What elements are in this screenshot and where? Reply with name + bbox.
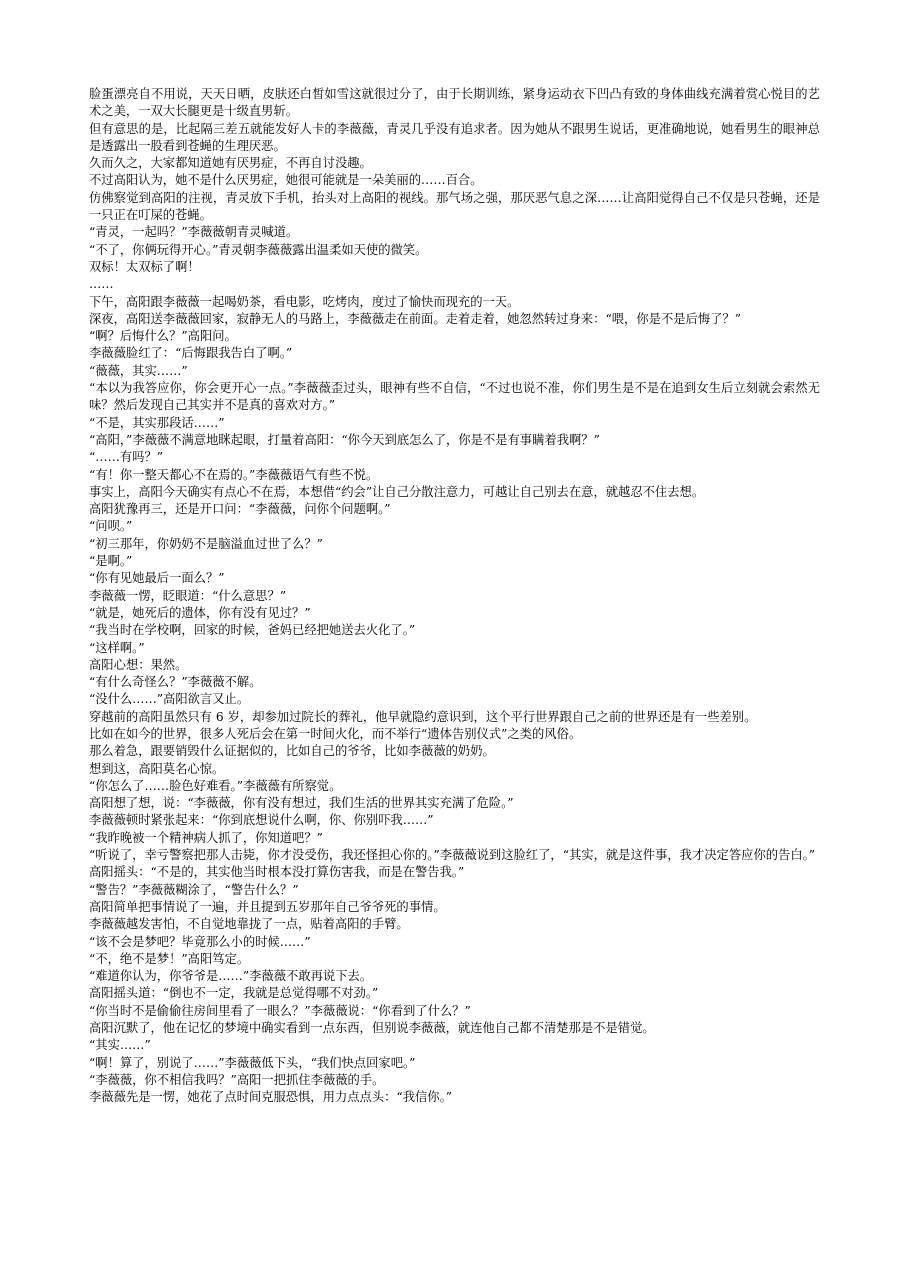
paragraph: 高阳摇头：“不是的，其实他当时根本没打算伤害我，而是在警告我。” — [89, 865, 465, 880]
paragraph: 比如在如今的世界，很多人死后会在第一时间火化，而不举行“遗体告别仪式”之类的风俗。 — [89, 726, 582, 741]
paragraph: …… — [89, 277, 114, 292]
paragraph: “我当时在学校啊，回家的时候，爸妈已经把她送去火化了。” — [89, 623, 416, 638]
paragraph: “有！你一整天都心不在焉的。”李薇薇语气有些不悦。 — [89, 467, 379, 482]
paragraph: “其实……” — [89, 1038, 151, 1053]
paragraph: 高阳心想：果然。 — [89, 657, 188, 672]
paragraph: “该不会是梦吧？毕竟那么小的时候……” — [89, 934, 311, 949]
paragraph: “就是，她死后的遗体，你有没有见过？” — [89, 605, 311, 620]
paragraph: “没什么……”高阳欲言又止。 — [89, 692, 250, 707]
paragraph: “难道你认为，你爷爷是……”李薇薇不敢再说下去。 — [89, 969, 373, 984]
paragraph: “有什么奇怪么？”李薇薇不解。 — [89, 675, 262, 690]
paragraph: “啊！算了，别说了……”李薇薇低下头，“我们快点回家吧。” — [89, 1055, 416, 1070]
paragraph: 高阳简单把事情说了一遍，并且提到五岁那年自己爷爷死的事情。 — [89, 899, 446, 914]
paragraph: 李薇薇一愣，眨眼道：“什么意思？” — [89, 588, 287, 603]
paragraph: “初三那年，你奶奶不是脑溢血过世了么？” — [89, 536, 323, 551]
paragraph: 高阳犹豫再三，还是开口问：“李薇薇，问你个问题啊。” — [89, 502, 391, 517]
paragraph: “高阳，”李薇薇不满意地眯起眼，打量着高阳：“你今天到底怎么了，你是不是有事瞒着我啊？” — [89, 432, 600, 447]
paragraph: 那么着急，跟要销毁什么证据似的，比如自己的爷爷，比如李薇薇的奶奶。 — [89, 744, 495, 759]
paragraph: “警告？”李薇薇糊涂了，“警告什么？” — [89, 882, 299, 897]
paragraph: “问呗。” — [89, 519, 133, 534]
paragraph: 李薇薇脸红了：“后悔跟我告白了啊。” — [89, 346, 293, 361]
paragraph: “不，绝不是梦！”高阳笃定。 — [89, 951, 250, 966]
paragraph: 脸蛋漂亮自不用说，天天日晒，皮肤还白皙如雪这就很过分了，由于长期训练，紧身运动衣下凹凸有致的身体曲线充满着赏心悦目的艺术之美，一双大长腿更是十级直男斩。 — [89, 87, 820, 119]
paragraph: “听说了，幸亏警察把那人击毙，你才没受伤，我还怪担心你的。”李薇薇说到这脸红了，“其实，就是这件事，我才决定答应你的告白。” — [89, 848, 816, 863]
paragraph: “我昨晚被一个精神病人抓了，你知道吧？” — [89, 830, 323, 845]
paragraph: 双标！太双标了啊！ — [89, 259, 200, 274]
paragraph: “薇薇，其实……” — [89, 363, 188, 378]
paragraph: “啊？后悔什么？”高阳问。 — [89, 329, 237, 344]
paragraph: 李薇薇越发害怕，不自觉地靠拢了一点，贴着高阳的手臂。 — [89, 917, 409, 932]
paragraph: 事实上，高阳今天确实有点心不在焉，本想借“约会”让自己分散注意力，可越让自己别去在意，就越忍不住去想。 — [89, 484, 705, 499]
document-page — [89, 86, 820, 1107]
paragraph: “是啊。” — [89, 554, 133, 569]
paragraph: 但有意思的是，比起隔三差五就能发好人卡的李薇薇，青灵几乎没有追求者。因为她从不跟男生说话，更准确地说，她看男生的眼神总是透露出一股看到苍蝇的生理厌恶。 — [89, 121, 820, 153]
paragraph: “你有见她最后一面么？” — [89, 571, 225, 586]
paragraph: 不过高阳认为，她不是什么厌男症，她很可能就是一朵美丽的……百合。 — [89, 173, 483, 188]
paragraph: “……有吗？” — [89, 450, 164, 465]
paragraph: 下午，高阳跟李薇薇一起喝奶茶，看电影，吃烤肉，度过了愉快而现充的一天。 — [89, 294, 520, 309]
paragraph: 深夜，高阳送李薇薇回家，寂静无人的马路上，李薇薇走在前面。走着走着，她忽然转过身来：“喂，你是不是后悔了？” — [89, 311, 742, 326]
paragraph: “不了，你俩玩得开心。”青灵朝李薇薇露出温柔如天使的微笑。 — [89, 242, 428, 257]
paragraph: “本以为我答应你，你会更开心一点。”李薇薇歪过头，眼神有些不自信，“不过也说不准，你们男生是不是在追到女生后立刻就会索然无味？然后发现自己其实并不是真的喜欢对方。” — [89, 381, 820, 413]
paragraph: 高阳摇头道：“倒也不一定，我就是总觉得哪不对劲。” — [89, 986, 379, 1001]
paragraph: “这样啊。” — [89, 640, 145, 655]
paragraph: “青灵，一起吗？”李薇薇朝青灵喊道。 — [89, 225, 299, 240]
paragraph: “李薇薇，你不相信我吗？”高阳一把抓住李薇薇的手。 — [89, 1072, 385, 1087]
paragraph: 久而久之，大家都知道她有厌男症，不再自讨没趣。 — [89, 156, 372, 171]
paragraph: 想到这，高阳莫名心惊。 — [89, 761, 225, 776]
paragraph: 李薇薇顿时紧张起来：“你到底想说什么啊，你、你别吓我……” — [89, 813, 434, 828]
paragraph: 李薇薇先是一愣，她花了点时间克服恐惧，用力点点头：“我信你。” — [89, 1090, 453, 1105]
paragraph: “你怎么了……脸色好难看。”李薇薇有所察觉。 — [89, 778, 342, 793]
paragraph: “你当时不是偷偷往房间里看了一眼么？”李薇薇说：“你看到了什么？” — [89, 1003, 471, 1018]
paragraph: 高阳想了想，说：“李薇薇，你有没有想过，我们生活的世界其实充满了危险。” — [89, 796, 514, 811]
paragraph: 仿佛察觉到高阳的注视，青灵放下手机，抬头对上高阳的视线。那气场之强，那厌恶气息之深……让高阳觉得自己不仅是只苍蝇，还是一只正在叮屎的苍蝇。 — [89, 190, 820, 223]
paragraph: 穿越前的高阳虽然只有 6 岁，却参加过院长的葬礼，他早就隐约意识到，这个平行世界跟自己之前的世界还是有一些差别。 — [89, 709, 757, 724]
paragraph: “不是，其实那段话……” — [89, 415, 225, 430]
paragraph: 高阳沉默了，他在记忆的梦境中确实看到一点东西，但别说李薇薇，就连他自己都不清楚那是不是错觉。 — [89, 1021, 655, 1036]
